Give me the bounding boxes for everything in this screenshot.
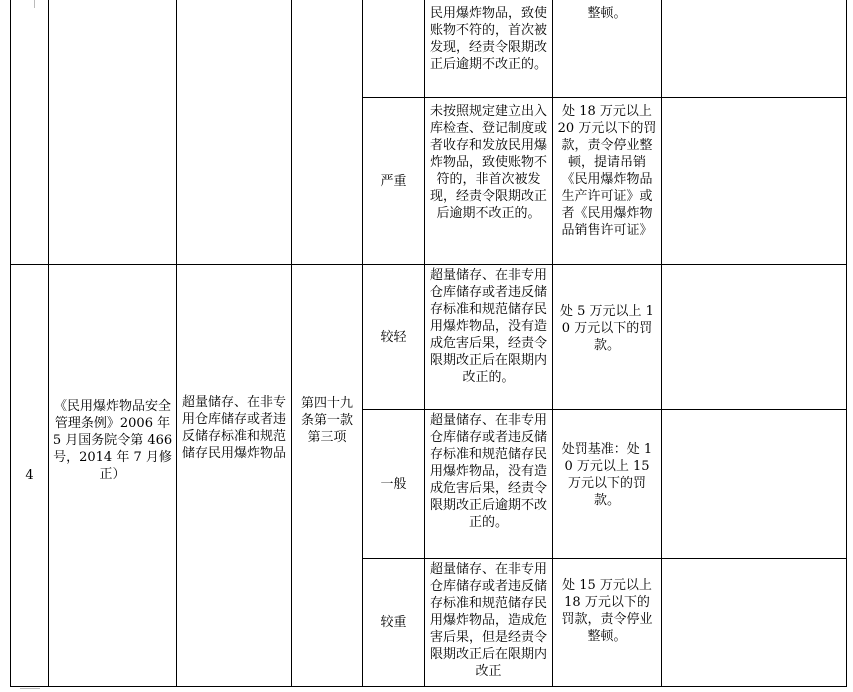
violation-cell bbox=[428, 561, 549, 686]
penalty-cell bbox=[558, 303, 656, 354]
column-divider bbox=[48, 0, 49, 687]
penalty-cell bbox=[556, 5, 658, 22]
column-divider bbox=[176, 0, 177, 687]
penalty-text: 处 15 万元以上 18 万元以下的罚款，责令停业整顿。 bbox=[561, 578, 653, 644]
level-label: 较重 bbox=[380, 615, 407, 630]
row-divider bbox=[362, 558, 847, 559]
penalty-cell bbox=[558, 577, 656, 645]
column-divider bbox=[424, 0, 425, 687]
page-corner-mark bbox=[34, 0, 35, 8]
penalty-text: 处 5 万元以上 10 万元以下的罚款。 bbox=[560, 304, 654, 353]
item-number: 4 bbox=[25, 468, 34, 483]
violation-behavior: 超量储存、在非专用仓库储存或者违反储存标准和规范储存民用爆炸物品 bbox=[181, 395, 286, 461]
violation-text: 民用爆炸物品，致使账物不符的，首次被发现，经责令限期改正后逾期不改正的。 bbox=[429, 6, 547, 72]
row-divider bbox=[362, 97, 847, 98]
level-label: 一般 bbox=[380, 476, 407, 492]
penalty-cell bbox=[558, 441, 656, 509]
table-border-right bbox=[846, 0, 847, 687]
violation-cell bbox=[428, 412, 549, 531]
level-cell bbox=[363, 410, 424, 558]
column-divider bbox=[291, 0, 292, 687]
level-label: 较轻 bbox=[380, 329, 407, 345]
violation-cell bbox=[428, 103, 549, 222]
violation-text: 超量储存、在非专用仓库储存或者违反储存标准和规范储存民用爆炸物品，造成危害后果，但是经责令限期改正后在限期内改正 bbox=[429, 562, 547, 679]
table-border-bottom bbox=[10, 686, 847, 687]
violation-cell bbox=[428, 5, 549, 73]
level-cell bbox=[363, 559, 424, 686]
penalty-text: 处 18 万元以上 20 万元以下的罚款，责令停业整顿，提请吊销《民用爆炸物品生产许可证》或者《民用爆炸物品销售许可证》 bbox=[557, 104, 657, 238]
level-cell bbox=[363, 98, 424, 264]
penalty-cell bbox=[556, 103, 658, 239]
column-divider bbox=[661, 0, 662, 687]
violation-text: 未按照规定建立出入库检查、登记制度或者收存和发放民用爆炸物品，致使账物不符的，非首次被发现，经责令限期改正后逾期不改正的。 bbox=[429, 104, 547, 221]
level-label: 严重 bbox=[380, 173, 407, 189]
page-corner-mark bbox=[20, 688, 40, 689]
violation-text: 超量储存、在非专用仓库储存或者违反储存标准和规范储存民用爆炸物品，没有造成危害后果，经责令限期改正后在限期内改正的。 bbox=[429, 268, 547, 385]
violation-text: 超量储存、在非专用仓库储存或者违反储存标准和规范储存民用爆炸物品，没有造成危害后果，经责令限期改正后逾期不改正的。 bbox=[429, 413, 547, 530]
column-divider bbox=[552, 0, 553, 687]
level-cell bbox=[363, 265, 424, 409]
legal-basis: 《民用爆炸物品安全管理条例》2006 年 5 月国务院令第 466 号，2014 年 7 月修正） bbox=[52, 399, 173, 482]
penalty-text: 处罚基准：处 10 万元以上 15 万元以下的罚款。 bbox=[561, 442, 653, 508]
clause-reference: 第四十九条第一款第三项 bbox=[300, 396, 353, 445]
penalty-text: 整顿。 bbox=[587, 6, 627, 21]
violation-cell bbox=[428, 267, 549, 386]
row-divider bbox=[362, 409, 847, 410]
